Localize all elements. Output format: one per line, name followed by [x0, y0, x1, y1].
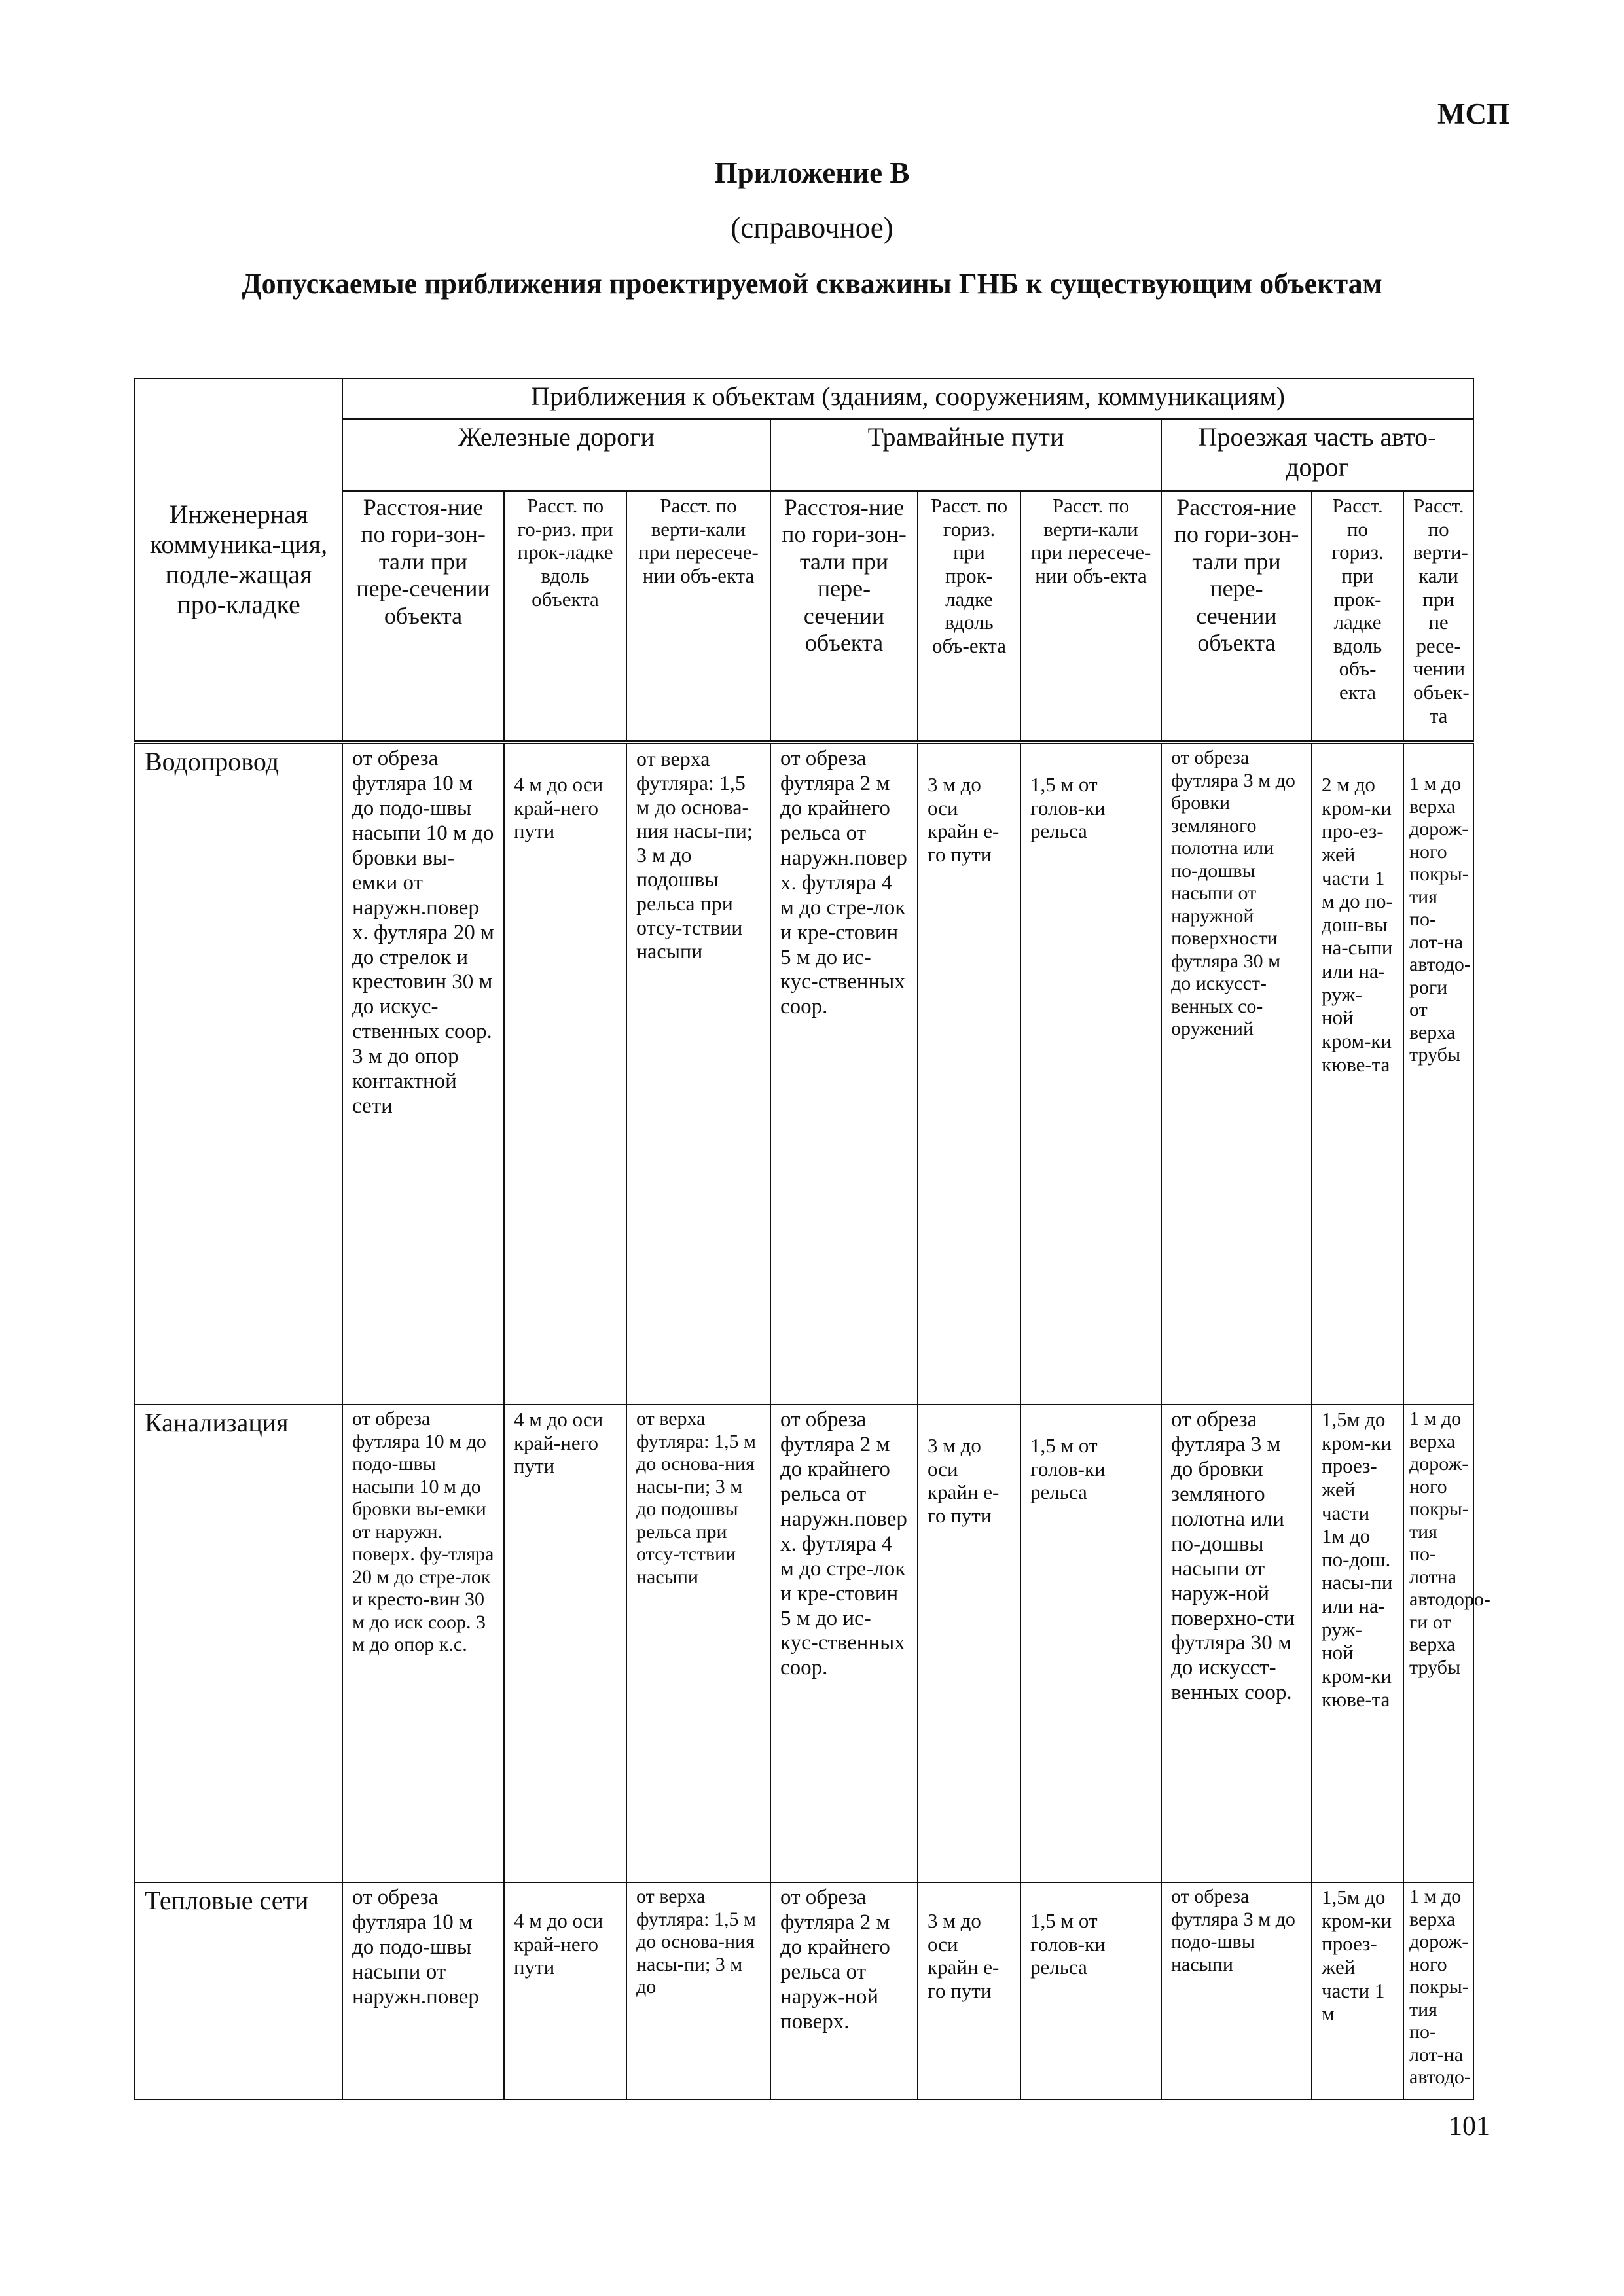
- cell-rail-along: 4 м до оси край-него пути: [504, 742, 626, 1405]
- appendix-subtitle: (справочное): [731, 211, 893, 244]
- subheader-rail-horizontal: Расстоя-ние по гори-зон-тали при пере-сечении объекта: [342, 491, 504, 742]
- cell-rail-along: 4 м до оси край-него пути: [504, 1882, 626, 2100]
- cell-tram-vertical: 1,5 м от голов-ки рельса: [1020, 742, 1161, 1405]
- cell-road-vertical: 1 м до верха дорож-ного покры-тия по-лот-на автодо-: [1403, 1882, 1473, 2100]
- subheader-tram-along: Расст. по гориз. при прок-ладке вдоль объ-екта: [918, 491, 1020, 742]
- cell-tram-horizontal: от обреза футляра 2 м до крайнего рельса от наружн.повер х. футляра 4 м до стре-лок и кре-стовин 5 м до ис-кус-ственных соор.: [770, 1405, 918, 1882]
- table-row: [135, 1882, 1473, 2100]
- row-name: Водопровод: [135, 742, 342, 1405]
- header-approaches: Приближения к объектам (зданиям, сооружениям, коммуникациям): [342, 378, 1473, 419]
- cell-tram-horizontal: от обреза футляра 2 м до крайнего рельса от наружн.повер х. футляра 4 м до стре-лок и кре-стовин 5 м до ис-кус-ственных соор.: [770, 742, 918, 1405]
- cell-tram-along: 3 м до оси крайн е-го пути: [918, 1882, 1020, 2100]
- cell-road-along: 2 м до кром-ки про-ез-жей части 1 м до по-дош-вы на-сыпи или на-руж-ной кром-ки кюве-та: [1312, 742, 1403, 1405]
- cell-tram-along: 3 м до оси крайн е-го пути: [918, 1405, 1020, 1882]
- cell-rail-horizontal: от обреза футляра 10 м до подо-швы насыпи 10 м до бровки вы-емки от наружн.повер х. футляра 20 м до стрелок и крестовин 30 м до искус-ственных соор. 3 м до опор контактной сети: [342, 742, 504, 1405]
- cell-rail-along: 4 м до оси край-него пути: [504, 1405, 626, 1882]
- cell-road-horizontal: от обреза футляра 3 м до бровки земляного полотна или по-дошвы насыпи от наруж-ной поверхно-сти футляра 30 м до искусст-венных соор.: [1161, 1405, 1312, 1882]
- header-engineering-utility: Инженерная коммуника-ция, подле-жащая про-кладке: [135, 378, 342, 742]
- approach-distances-table: [134, 378, 1490, 2100]
- subheader-road-vertical: Расст. по верти-кали при пе ресе-чении объек-та: [1403, 491, 1473, 742]
- header-roadway: Проезжая часть авто-дорог: [1161, 419, 1473, 491]
- cell-road-along: 1,5м до кром-ки проез-жей части 1м до по-дош. насы-пи или на-руж-ной кром-ки кюве-та: [1312, 1405, 1403, 1882]
- subheader-road-horizontal: Расстоя-ние по гори-зон-тали при пере-сечении объекта: [1161, 491, 1312, 742]
- cell-tram-along: 3 м до оси крайн е-го пути: [918, 742, 1020, 1405]
- subheader-road-along: Расст. по гориз. при прок-ладке вдоль объ-екта: [1312, 491, 1403, 742]
- cell-rail-vertical: от верха футляра: 1,5 м до основа-ния насы-пи; 3 м до подошвы рельса при отсу-тствии насыпи: [626, 1405, 770, 1882]
- row-name: Канализация: [135, 1405, 342, 1882]
- appendix-title: Приложение В: [714, 156, 910, 189]
- cell-rail-horizontal: от обреза футляра 10 м до подо-швы насыпи 10 м до бровки вы-емки от наружн. поверх. фу-тляра 20 м до стре-лок и кресто-вин 30 м до иск соор. 3 м до опор к.с.: [342, 1405, 504, 1882]
- subheader-rail-along: Расст. по го-риз. при прок-ладке вдоль объекта: [504, 491, 626, 742]
- header-tram-tracks: Трамвайные пути: [770, 419, 1161, 491]
- cell-road-vertical: 1 м до верха дорож-ного покры-тия по-лот-на автодо-роги от верха трубы: [1403, 742, 1473, 1405]
- cell-road-horizontal: от обреза футляра 3 м до подо-швы насыпи: [1161, 1882, 1312, 2100]
- cell-rail-vertical: от верха футляра: 1,5 м до основа-ния насы-пи; 3 м до подошвы рельса при отсу-тствии насыпи: [626, 742, 770, 1405]
- subheader-rail-vertical: Расст. по верти-кали при пересече-нии объ-екта: [626, 491, 770, 742]
- table-row: [135, 1405, 1473, 1882]
- row-name: Тепловые сети: [135, 1882, 342, 2100]
- subheader-tram-horizontal: Расстоя-ние по гори-зон-тали при пере-сечении объекта: [770, 491, 918, 742]
- table-caption: Допускаемые приближения проектируемой скважины ГНБ к существующим объектам: [242, 268, 1382, 300]
- document-code: МСП: [1437, 98, 1509, 130]
- cell-tram-vertical: 1,5 м от голов-ки рельса: [1020, 1882, 1161, 2100]
- cell-tram-vertical: 1,5 м от голов-ки рельса: [1020, 1405, 1161, 1882]
- cell-rail-vertical: от верха футляра: 1,5 м до основа-ния насы-пи; 3 м до: [626, 1882, 770, 2100]
- table-row: [135, 742, 1473, 1405]
- cell-road-vertical: 1 м до верха дорож-ного покры-тия по-лотна автодоро-ги от верха трубы: [1403, 1405, 1473, 1882]
- cell-road-horizontal: от обреза футляра 3 м до бровки земляного полотна или по-дошвы насыпи от наружной поверхности футляра 30 м до искусст-венных со-оружений: [1161, 742, 1312, 1405]
- cell-rail-horizontal: от обреза футляра 10 м до подо-швы насыпи от наружн.повер: [342, 1882, 504, 2100]
- page-number: 101: [1449, 2111, 1490, 2142]
- cell-tram-horizontal: от обреза футляра 2 м до крайнего рельса от наруж-ной поверх.: [770, 1882, 918, 2100]
- subheader-tram-vertical: Расст. по верти-кали при пересече-нии объ-екта: [1020, 491, 1161, 742]
- header-railways: Железные дороги: [342, 419, 770, 491]
- cell-road-along: 1,5м до кром-ки проез-жей части 1 м: [1312, 1882, 1403, 2100]
